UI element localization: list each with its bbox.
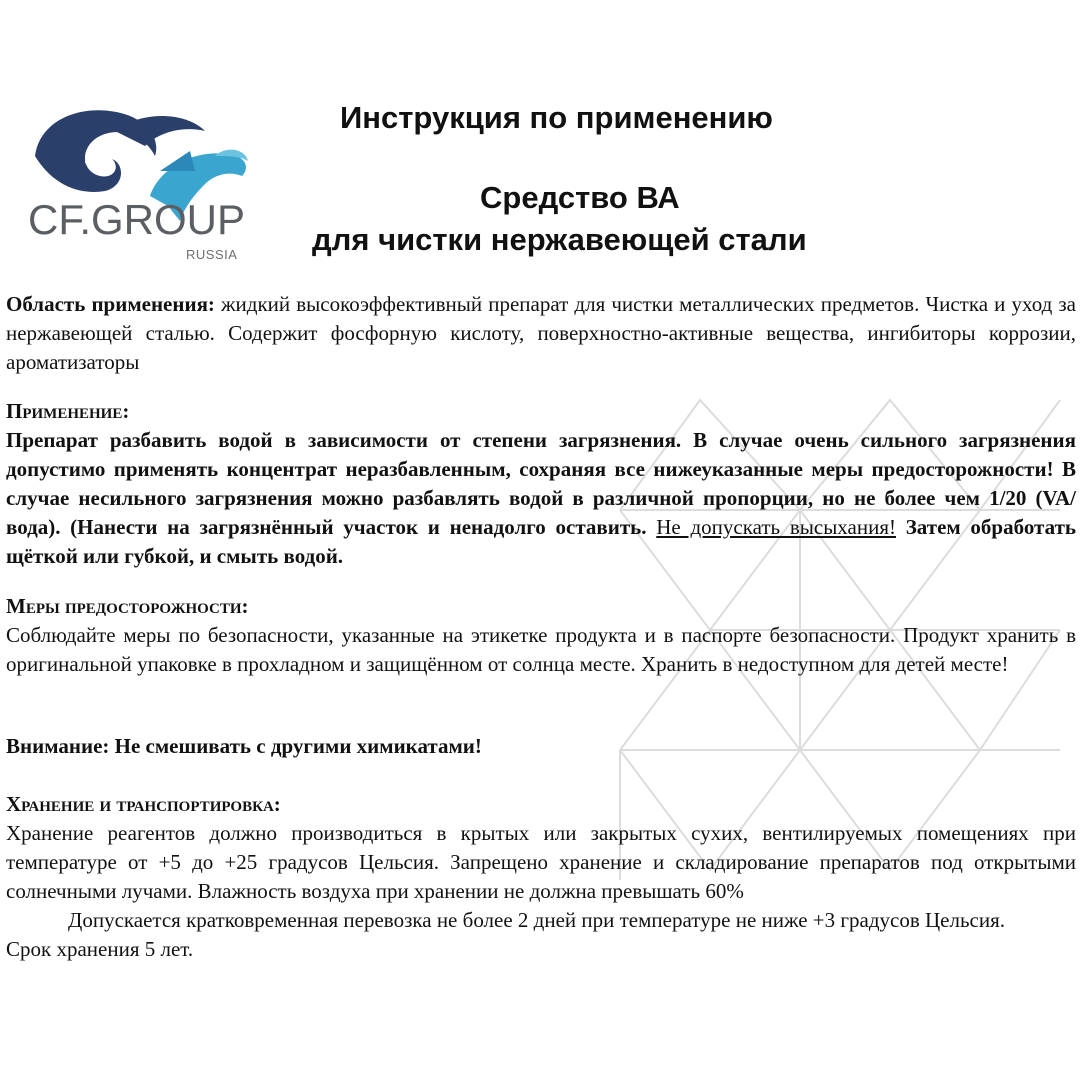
product-name: Средство ВА [480,180,680,215]
usage-heading: Применение: [6,399,130,423]
usage-text-part1: Препарат разбавить водой в зависимости от степени загрязнения. В случае очень сильного загрязнения допустимо применять концентрат неразбавленным, сохраняя все нижеуказанные меры предосторожности! В случае несильного загрязнения можно разбавлять водой в различной пропорции, но не более чем 1/20 (VA/вода). (Нанести на загрязнённый участок и ненадолго оставить. [6,428,1076,539]
usage-underlined-warning: Не допускать высыхания! [656,515,896,539]
application-area-text: жидкий высокоэффективный препарат для чистки металлических предметов. Чистка и уход за нержавеющей сталью. Содержит фосфорную кислоту, поверхностно-активные вещества, ингибиторы коррозии, ароматизаторы [6,292,1076,374]
usage-section [6,397,1076,571]
storage-text: Хранение реагентов должно производиться в крытых или закрытых сухих, вентилируемых помещениях при температуре от +5 до +25 градусов Цельсия. Запрещено хранение и складирование препаратов под открытыми солнечными лучами. Влажность воздуха при хранении не должна превышать 60% [6,821,1076,903]
product-description: для чистки нержавеющей стали [312,222,807,257]
safety-text: Соблюдайте меры по безопасности, указанные на этикетке продукта и в паспорте безопасности. Продукт хранить в оригинальной упаковке в прохладном и защищённом от солнца месте. Хранить в недоступном для детей месте! [6,623,1076,676]
usage-text-part2: Затем обработать щёткой или губкой, и смыть водой. [6,515,1076,568]
transport-text: Допускается кратковременная перевозка не более 2 дней при температуре не ниже +3 градусов Цельсия. [68,908,1006,932]
application-area-label: Область применения: [6,292,215,316]
safety-heading: Меры предосторожности: [6,594,249,618]
page-title: Инструкция по применению [340,100,773,135]
application-area-section [6,290,1076,377]
logo-wordmark: CF.GROUP [28,196,246,243]
logo-subtitle: RUSSIA [186,247,238,262]
shelf-life-text: Срок хранения 5 лет. [6,937,194,961]
safety-section [6,592,1076,679]
warning-line: Внимание: Не смешивать с другими химикатами! [6,734,482,758]
storage-heading: Хранение и транспортировка: [6,792,281,816]
usage-text [6,426,1076,571]
storage-section [6,790,1076,964]
